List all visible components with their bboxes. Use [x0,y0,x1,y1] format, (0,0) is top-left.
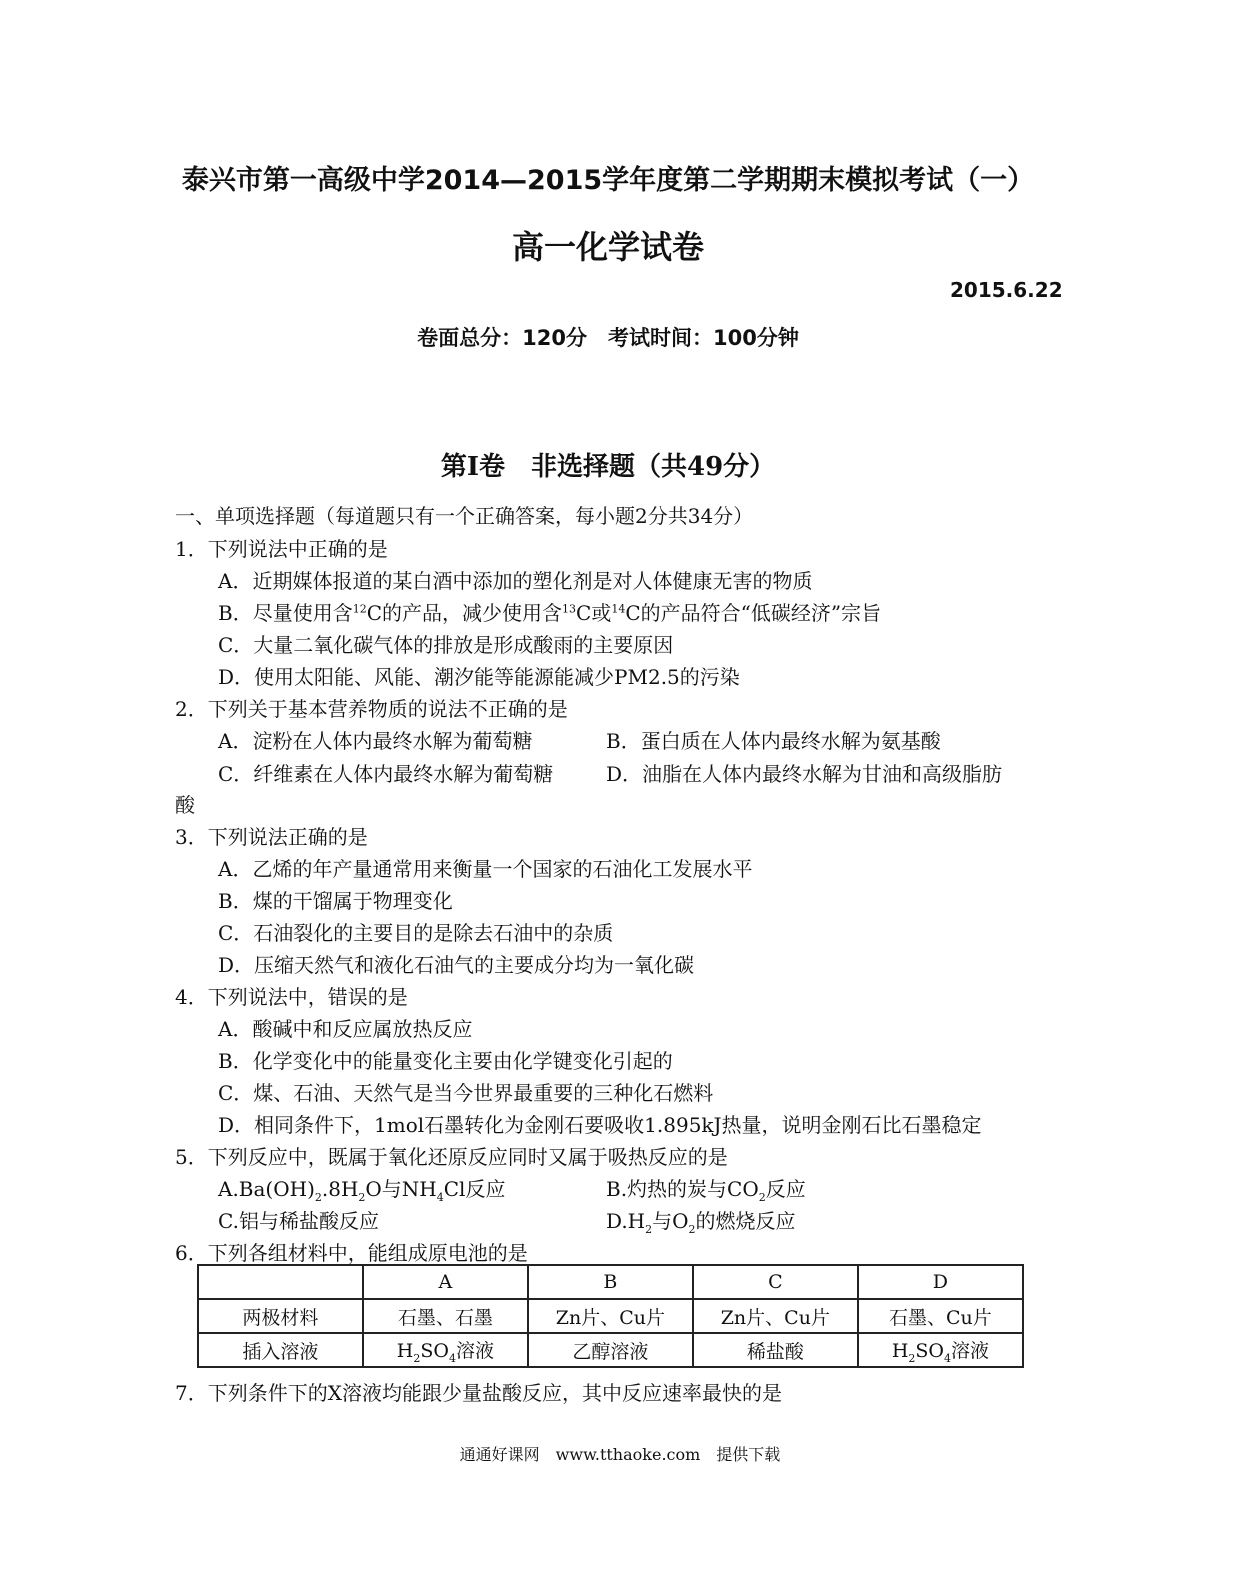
table-header-cell: C [693,1265,858,1299]
table-cell: 石墨、Cu片 [858,1299,1023,1333]
q5-stem: 5．下列反应中，既属于氧化还原反应同时又属于吸热反应的是 [175,1145,728,1169]
table-cell: 乙醇溶液 [528,1333,693,1367]
q1-option-b: B．尽量使用含$^{12}$C的产品，减少使用含$^{13}$C或$^{14}$C的产品符合“低碳经济”宗旨 [218,601,882,625]
q2-option-a: A．淀粉在人体内最终水解为葡萄糖 [218,729,533,753]
q3-option-b: B．煤的干馏属于物理变化 [218,889,453,913]
table-cell: 插入溶液 [198,1333,363,1367]
q1-option-a: A．近期媒体报道的某白酒中添加的塑化剂是对人体健康无害的物质 [218,569,813,593]
exam-meta: 卷面总分：120分 考试时间：100分钟 [417,326,799,350]
table-header-cell: A [363,1265,528,1299]
q4-option-d: D．相同条件下，1mol石墨转化为金刚石要吸收1.895kJ热量，说明金刚石比石墨稳定 [218,1113,982,1137]
table-cell: 石墨、石墨 [363,1299,528,1333]
q3-option-d: D．压缩天然气和液化石油气的主要成分均为一氧化碳 [218,953,695,977]
table-cell: Zn片、Cu片 [528,1299,693,1333]
q2-option-d: D．油脂在人体内最终水解为甘油和高级脂肪 [606,762,1003,786]
q5-option-c: C.铝与稀盐酸反应 [218,1209,379,1233]
table-cell: Zn片、Cu片 [693,1299,858,1333]
q1-option-c: C．大量二氧化碳气体的排放是形成酸雨的主要原因 [218,633,674,657]
table-header-cell [198,1265,363,1299]
q4-option-b: B．化学变化中的能量变化主要由化学键变化引起的 [218,1049,673,1073]
q5-option-a: $A.Ba(OH)_2.8H_2O$与$NH_4Cl$反应 [218,1177,506,1204]
exam-title: 泰兴市第一高级中学2014—2015学年度第二学期期末模拟考试（一） [181,165,1035,196]
table-cell: $H_2SO_4$溶液 [363,1333,528,1367]
table-cell: 稀盐酸 [693,1333,858,1367]
q1-option-d: D．使用太阳能、风能、潮汐能等能源能减少PM2.5的污染 [218,665,740,689]
q7-stem: 7．下列条件下的X溶液均能跟少量盐酸反应，其中反应速率最快的是 [175,1381,782,1405]
q3-option-c: C．石油裂化的主要目的是除去石油中的杂质 [218,921,614,945]
exam-date: 2015.6.22 [950,278,1063,302]
q5-option-d: $D.H_2$与$O_2$的燃烧反应 [606,1209,796,1236]
section-title: 第Ⅰ卷 非选择题（共49分） [440,452,776,482]
table-row [198,1299,1023,1333]
q6-materials-table [197,1264,1024,1368]
q5-option-b: B.灼热的炭与$CO_2$反应 [606,1177,806,1204]
q4-option-c: C．煤、石油、天然气是当今世界最重要的三种化石燃料 [218,1081,714,1105]
exam-subtitle: 高一化学试卷 [511,228,704,266]
table-cell: 两极材料 [198,1299,363,1333]
part-heading: 一、单项选择题（每道题只有一个正确答案，每小题2分共34分） [175,504,754,528]
table-header-cell: B [528,1265,693,1299]
q2-stem: 2．下列关于基本营养物质的说法不正确的是 [175,697,568,721]
q3-stem: 3．下列说法正确的是 [175,825,368,849]
q4-option-a: A．酸碱中和反应属放热反应 [218,1017,473,1041]
q1-stem: 1．下列说法中正确的是 [175,537,388,561]
page-footer: 通通好课网 www.tthaoke.com 提供下载 [459,1445,781,1464]
table-header-row [198,1265,1023,1299]
table-row [198,1333,1023,1367]
q2-option-c: C．纤维素在人体内最终水解为葡萄糖 [218,762,554,786]
q4-stem: 4．下列说法中，错误的是 [175,985,408,1009]
q3-option-a: A．乙烯的年产量通常用来衡量一个国家的石油化工发展水平 [218,857,753,881]
table-header-cell: D [858,1265,1023,1299]
q2-option-b: B．蛋白质在人体内最终水解为氨基酸 [606,729,941,753]
table-cell: $H_2SO_4$溶液 [858,1333,1023,1367]
q6-stem: 6．下列各组材料中，能组成原电池的是 [175,1241,528,1265]
q2-option-d-wrap: 酸 [175,793,195,817]
